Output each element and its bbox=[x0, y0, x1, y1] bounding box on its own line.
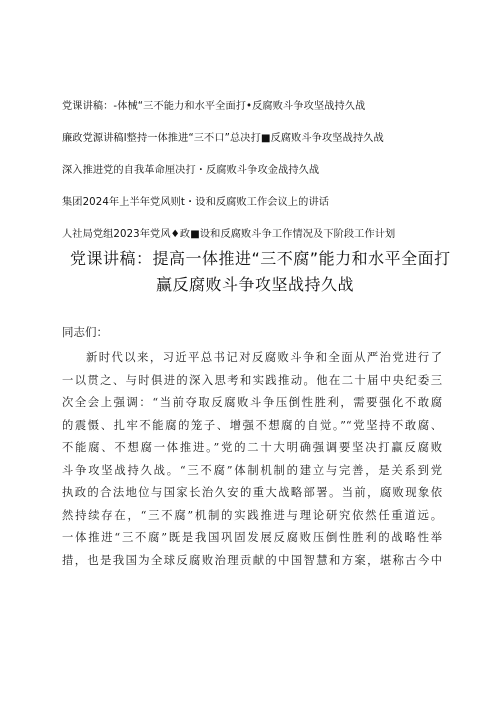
related-article-link[interactable]: 廉政党源讲稿l整持一体推进“三不口”总决打■反腐败斗争攻坚战持久战 bbox=[62, 133, 384, 144]
document-title bbox=[70, 246, 451, 298]
body-line: 执政的合法地位与国家长治久安的重大战略部署。当前，腐败现象依 bbox=[62, 486, 442, 499]
body-line: 新时代以来，习近平总书记对反腐败斗争和全面从严治党进行了 bbox=[86, 351, 442, 364]
document-title-line: 党课讲稿：提高一体推进“三不腐”能力和水平全面打 bbox=[70, 249, 451, 268]
body-line: 次全会上强调：“当前夺取反腐败斗争压倒性胜利，需要强化不敢腐 bbox=[62, 396, 442, 409]
document-title-line: 赢反腐败斗争攻坚战持久战 bbox=[155, 275, 354, 294]
related-article-link[interactable]: 党课讲稿：-体械“三不能力和水平全面打•反腐败斗争攻坚战持久战 bbox=[62, 101, 366, 112]
related-article-link[interactable]: 深入推进党的自我革命厘决打・反腐败斗争攻金战持久战 bbox=[62, 165, 320, 176]
body-line: 的震慑、扎牢不能腐的笼子、增强不想腐的自觉。”“党坚持不敢腐、 bbox=[62, 418, 442, 432]
body-line: 然持续存在，“三不腐”机制的实践推进与理论研究依然任重道远。 bbox=[62, 508, 442, 522]
body-line: 斗争攻坚战持久战。“三不腐”体制机制的建立与完善，是关系到党 bbox=[62, 463, 442, 477]
body-paragraph bbox=[62, 347, 442, 572]
body-line: 一以贯之、与时俱进的深入思考和实践推动。他在二十届中央纪委三 bbox=[62, 373, 442, 387]
body-line: 不能腐、不想腐一体推进。”党的二十大明确强调要坚决打赢反腐败 bbox=[62, 441, 442, 454]
related-article-link[interactable]: 集团2024年上半年党风则t・设和反腐败工作会议上的讲话 bbox=[62, 197, 330, 208]
related-article-link[interactable]: 人社局党组2023年党风♦政■设和反腐败斗争工作情况及下阶段工作计划 bbox=[62, 229, 396, 240]
body-line: 一体推进“三不腐”既是我国巩固发展反腐败压倒性胜利的战略性举 bbox=[62, 531, 442, 544]
body-line: 措，也是我国为全球反腐败治理贡献的中国智慧和方案，堪称古今中 bbox=[62, 553, 442, 567]
salutation: 同志们： bbox=[62, 325, 108, 339]
related-articles-list bbox=[62, 100, 462, 260]
